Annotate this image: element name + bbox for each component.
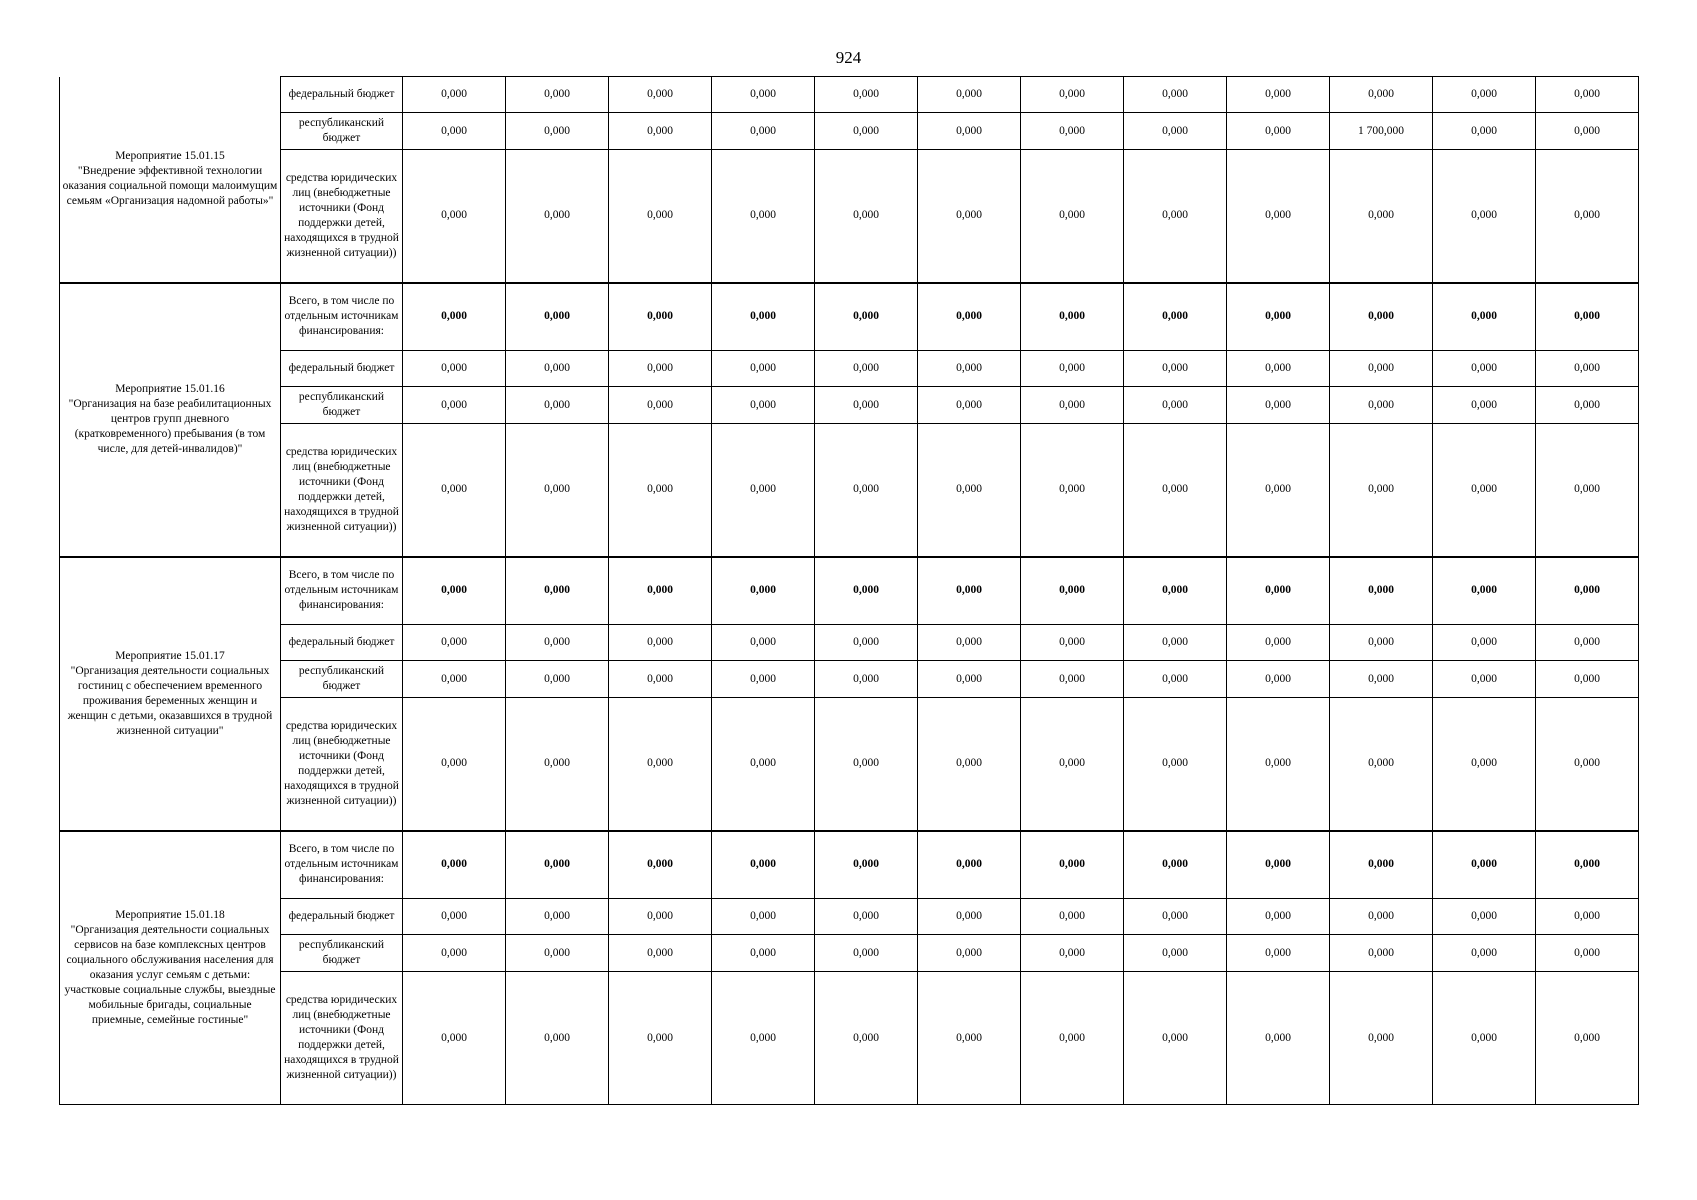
amount-cell: 0,000	[1433, 899, 1536, 935]
amount-cell: 0,000	[609, 557, 712, 625]
amount-cell: 0,000	[1433, 625, 1536, 661]
amount-cell: 0,000	[1124, 351, 1227, 387]
amount-cell: 0,000	[1330, 283, 1433, 351]
table-row	[60, 899, 1639, 935]
amount-cell: 0,000	[609, 113, 712, 150]
amount-cell: 0,000	[403, 661, 506, 698]
amount-cell: 0,000	[1536, 113, 1639, 150]
amount-cell: 0,000	[1227, 899, 1330, 935]
funding-source: средства юридических лиц (внебюджетные источники (Фонд поддержки детей, находящихся в трудной жизненной ситуации))	[281, 972, 403, 1105]
funding-source: средства юридических лиц (внебюджетные источники (Фонд поддержки детей, находящихся в трудной жизненной ситуации))	[281, 698, 403, 831]
amount-cell: 0,000	[1021, 77, 1124, 113]
amount-cell: 0,000	[1021, 351, 1124, 387]
amount-cell: 0,000	[1330, 625, 1433, 661]
amount-cell: 0,000	[1433, 424, 1536, 557]
amount-cell: 0,000	[1330, 935, 1433, 972]
amount-cell: 0,000	[1227, 698, 1330, 831]
amount-cell: 0,000	[1124, 77, 1227, 113]
amount-cell: 0,000	[1433, 698, 1536, 831]
amount-cell: 0,000	[1021, 698, 1124, 831]
amount-cell: 0,000	[815, 77, 918, 113]
amount-cell: 0,000	[1330, 424, 1433, 557]
amount-cell: 0,000	[1330, 387, 1433, 424]
amount-cell: 0,000	[918, 77, 1021, 113]
amount-cell: 0,000	[506, 625, 609, 661]
table-row	[60, 77, 1639, 113]
amount-cell: 0,000	[918, 625, 1021, 661]
amount-cell: 0,000	[506, 351, 609, 387]
amount-cell: 0,000	[1227, 661, 1330, 698]
event-description: "Организация деятельности социальных гостиниц с обеспечением временного проживания беременных женщин и женщин с детьми, оказавшихся в трудной жизненной ситуации"	[67, 664, 273, 737]
amount-cell: 0,000	[1227, 831, 1330, 899]
amount-cell: 0,000	[609, 698, 712, 831]
amount-cell: 0,000	[1124, 283, 1227, 351]
amount-cell: 0,000	[403, 625, 506, 661]
table-row	[60, 283, 1639, 351]
amount-cell: 0,000	[403, 831, 506, 899]
amount-cell: 0,000	[403, 424, 506, 557]
amount-cell: 0,000	[609, 661, 712, 698]
amount-cell: 0,000	[712, 283, 815, 351]
amount-cell: 0,000	[609, 424, 712, 557]
page-number: 924	[835, 48, 862, 67]
amount-cell: 0,000	[918, 387, 1021, 424]
event-description: "Внедрение эффективной технологии оказания социальной помощи малоимущим семьям «Организация надомной работы»"	[62, 165, 278, 207]
amount-cell: 0,000	[609, 283, 712, 351]
amount-cell: 0,000	[506, 972, 609, 1105]
amount-cell: 0,000	[1227, 150, 1330, 283]
amount-cell: 0,000	[506, 661, 609, 698]
amount-cell: 0,000	[1124, 661, 1227, 698]
amount-cell: 0,000	[712, 150, 815, 283]
event-title: Мероприятие 15.01.17	[115, 649, 225, 662]
amount-cell: 0,000	[918, 661, 1021, 698]
amount-cell: 0,000	[1536, 972, 1639, 1105]
table-row	[60, 557, 1639, 625]
amount-cell: 0,000	[712, 831, 815, 899]
amount-cell: 0,000	[1433, 77, 1536, 113]
amount-cell: 0,000	[506, 557, 609, 625]
amount-cell: 0,000	[815, 113, 918, 150]
amount-cell: 0,000	[1433, 351, 1536, 387]
amount-cell: 0,000	[815, 351, 918, 387]
amount-cell: 0,000	[815, 831, 918, 899]
amount-cell: 0,000	[1124, 150, 1227, 283]
amount-cell: 0,000	[712, 424, 815, 557]
funding-source: федеральный бюджет	[281, 351, 403, 387]
amount-cell: 0,000	[1330, 150, 1433, 283]
amount-cell: 0,000	[1330, 831, 1433, 899]
amount-cell: 0,000	[918, 557, 1021, 625]
amount-cell: 0,000	[1536, 661, 1639, 698]
amount-cell: 0,000	[609, 899, 712, 935]
event-title: Мероприятие 15.01.15	[115, 150, 225, 162]
amount-cell: 0,000	[918, 899, 1021, 935]
amount-cell: 0,000	[918, 831, 1021, 899]
amount-cell: 0,000	[403, 557, 506, 625]
amount-cell: 0,000	[1227, 972, 1330, 1105]
amount-cell: 0,000	[403, 387, 506, 424]
amount-cell: 0,000	[815, 972, 918, 1105]
amount-cell: 0,000	[815, 698, 918, 831]
amount-cell: 0,000	[1021, 283, 1124, 351]
amount-cell: 0,000	[1227, 283, 1330, 351]
amount-cell: 0,000	[1124, 625, 1227, 661]
event-cell	[60, 831, 281, 1105]
amount-cell: 0,000	[918, 972, 1021, 1105]
table-row	[60, 625, 1639, 661]
amount-cell: 0,000	[1536, 899, 1639, 935]
amount-cell: 0,000	[712, 972, 815, 1105]
amount-cell: 0,000	[918, 351, 1021, 387]
amount-cell: 0,000	[403, 972, 506, 1105]
amount-cell: 0,000	[918, 113, 1021, 150]
amount-cell: 0,000	[506, 77, 609, 113]
amount-cell: 0,000	[918, 150, 1021, 283]
amount-cell: 0,000	[712, 351, 815, 387]
amount-cell: 0,000	[815, 150, 918, 283]
amount-cell: 0,000	[918, 424, 1021, 557]
amount-cell: 0,000	[403, 698, 506, 831]
amount-cell: 0,000	[1536, 351, 1639, 387]
amount-cell: 0,000	[1433, 661, 1536, 698]
amount-cell: 0,000	[1536, 698, 1639, 831]
amount-cell: 0,000	[1536, 150, 1639, 283]
amount-cell: 0,000	[506, 899, 609, 935]
amount-cell: 0,000	[1433, 150, 1536, 283]
table-row	[60, 424, 1639, 557]
table-row	[60, 150, 1639, 283]
amount-cell: 0,000	[1124, 831, 1227, 899]
amount-cell: 0,000	[712, 557, 815, 625]
funding-source: средства юридических лиц (внебюджетные источники (Фонд поддержки детей, находящихся в трудной жизненной ситуации))	[281, 424, 403, 557]
table-row	[60, 935, 1639, 972]
amount-cell: 0,000	[1536, 935, 1639, 972]
amount-cell: 0,000	[1124, 557, 1227, 625]
amount-cell: 0,000	[1124, 935, 1227, 972]
amount-cell: 0,000	[712, 625, 815, 661]
amount-cell: 0,000	[403, 935, 506, 972]
event-cell	[60, 77, 281, 283]
amount-cell: 0,000	[1433, 831, 1536, 899]
amount-cell: 0,000	[403, 77, 506, 113]
amount-cell: 0,000	[506, 113, 609, 150]
amount-cell: 0,000	[1021, 424, 1124, 557]
funding-source: федеральный бюджет	[281, 625, 403, 661]
amount-cell: 0,000	[1433, 113, 1536, 150]
table-row	[60, 831, 1639, 899]
event-description: "Организация на базе реабилитационных центров групп дневного (кратковременного) пребывания (в том числе, для детей-инвалидов)"	[68, 398, 272, 455]
amount-cell: 0,000	[815, 899, 918, 935]
amount-cell: 0,000	[1536, 625, 1639, 661]
event-title: Мероприятие 15.01.16	[115, 383, 225, 395]
funding-source: федеральный бюджет	[281, 899, 403, 935]
amount-cell: 0,000	[403, 899, 506, 935]
funding-source: средства юридических лиц (внебюджетные источники (Фонд поддержки детей, находящихся в трудной жизненной ситуации))	[281, 150, 403, 283]
amount-cell: 0,000	[1227, 77, 1330, 113]
amount-cell: 0,000	[918, 283, 1021, 351]
amount-cell: 0,000	[1124, 113, 1227, 150]
amount-cell: 0,000	[1021, 935, 1124, 972]
amount-cell: 0,000	[1330, 698, 1433, 831]
amount-cell: 0,000	[1021, 113, 1124, 150]
amount-cell: 0,000	[1330, 77, 1433, 113]
event-description: "Организация деятельности социальных сервисов на базе комплексных центров социального обслуживания населения для оказания услуг семьям с детьми: участковые социальные службы, выездные мобильные бригады, социальные приемные, семейные гостиные"	[64, 923, 276, 1026]
table-row	[60, 972, 1639, 1105]
amount-cell: 0,000	[1021, 150, 1124, 283]
amount-cell: 0,000	[1433, 972, 1536, 1105]
amount-cell: 0,000	[1536, 831, 1639, 899]
funding-source: Всего, в том числе по отдельным источникам финансирования:	[281, 557, 403, 625]
amount-cell: 0,000	[609, 351, 712, 387]
funding-source: республиканский бюджет	[281, 387, 403, 424]
amount-cell: 0,000	[609, 831, 712, 899]
amount-cell: 0,000	[1124, 698, 1227, 831]
table-row	[60, 351, 1639, 387]
amount-cell: 0,000	[506, 935, 609, 972]
amount-cell: 0,000	[1021, 972, 1124, 1105]
amount-cell: 0,000	[1124, 972, 1227, 1105]
amount-cell: 0,000	[1227, 351, 1330, 387]
amount-cell: 0,000	[1124, 424, 1227, 557]
amount-cell: 0,000	[815, 387, 918, 424]
amount-cell: 0,000	[1536, 387, 1639, 424]
amount-cell: 0,000	[815, 661, 918, 698]
amount-cell: 0,000	[815, 283, 918, 351]
amount-cell: 0,000	[1227, 935, 1330, 972]
amount-cell: 0,000	[712, 899, 815, 935]
amount-cell: 0,000	[1021, 899, 1124, 935]
event-cell	[60, 283, 281, 557]
amount-cell: 0,000	[609, 387, 712, 424]
funding-source: республиканский бюджет	[281, 661, 403, 698]
amount-cell: 0,000	[1536, 77, 1639, 113]
amount-cell: 0,000	[1330, 661, 1433, 698]
amount-cell: 0,000	[1433, 283, 1536, 351]
amount-cell: 0,000	[506, 424, 609, 557]
amount-cell: 0,000	[712, 77, 815, 113]
table-row	[60, 113, 1639, 150]
amount-cell: 0,000	[506, 150, 609, 283]
amount-cell: 0,000	[1227, 625, 1330, 661]
amount-cell: 0,000	[918, 698, 1021, 831]
amount-cell: 0,000	[1227, 557, 1330, 625]
amount-cell: 0,000	[815, 935, 918, 972]
table-row	[60, 698, 1639, 831]
amount-cell: 0,000	[506, 831, 609, 899]
amount-cell: 0,000	[506, 698, 609, 831]
table-row	[60, 387, 1639, 424]
event-title: Мероприятие 15.01.18	[115, 908, 225, 921]
amount-cell: 0,000	[609, 625, 712, 661]
funding-source: республиканский бюджет	[281, 113, 403, 150]
amount-cell: 0,000	[506, 387, 609, 424]
amount-cell: 0,000	[712, 113, 815, 150]
amount-cell: 0,000	[1227, 387, 1330, 424]
event-cell	[60, 557, 281, 831]
amount-cell: 0,000	[403, 150, 506, 283]
amount-cell: 0,000	[1330, 899, 1433, 935]
amount-cell: 0,000	[1536, 557, 1639, 625]
amount-cell: 0,000	[1021, 387, 1124, 424]
amount-cell: 0,000	[1021, 625, 1124, 661]
amount-cell: 0,000	[609, 77, 712, 113]
amount-cell: 0,000	[403, 283, 506, 351]
funding-source: федеральный бюджет	[281, 77, 403, 113]
funding-source: Всего, в том числе по отдельным источникам финансирования:	[281, 831, 403, 899]
table-row	[60, 661, 1639, 698]
amount-cell: 0,000	[712, 661, 815, 698]
amount-cell: 0,000	[1227, 424, 1330, 557]
amount-cell: 0,000	[1330, 351, 1433, 387]
amount-cell: 0,000	[1433, 387, 1536, 424]
amount-cell: 0,000	[815, 424, 918, 557]
amount-cell: 0,000	[609, 150, 712, 283]
amount-cell: 0,000	[712, 387, 815, 424]
amount-cell: 0,000	[403, 351, 506, 387]
amount-cell: 0,000	[1433, 557, 1536, 625]
amount-cell: 0,000	[815, 557, 918, 625]
amount-cell: 0,000	[1021, 557, 1124, 625]
amount-cell: 0,000	[609, 935, 712, 972]
amount-cell: 0,000	[1433, 935, 1536, 972]
amount-cell: 0,000	[1536, 424, 1639, 557]
amount-cell: 0,000	[1124, 387, 1227, 424]
amount-cell: 0,000	[918, 935, 1021, 972]
amount-cell: 0,000	[712, 698, 815, 831]
funding-source: Всего, в том числе по отдельным источникам финансирования:	[281, 283, 403, 351]
amount-cell: 0,000	[1021, 831, 1124, 899]
amount-cell: 0,000	[609, 972, 712, 1105]
amount-cell: 1 700,000	[1330, 113, 1433, 150]
funding-source: республиканский бюджет	[281, 935, 403, 972]
amount-cell: 0,000	[1536, 283, 1639, 351]
budget-table-body	[60, 77, 1639, 1105]
amount-cell: 0,000	[712, 935, 815, 972]
amount-cell: 0,000	[1124, 899, 1227, 935]
budget-table	[59, 76, 1639, 1105]
amount-cell: 0,000	[1330, 972, 1433, 1105]
amount-cell: 0,000	[1021, 661, 1124, 698]
amount-cell: 0,000	[1227, 113, 1330, 150]
amount-cell: 0,000	[403, 113, 506, 150]
amount-cell: 0,000	[815, 625, 918, 661]
amount-cell: 0,000	[506, 283, 609, 351]
amount-cell: 0,000	[1330, 557, 1433, 625]
